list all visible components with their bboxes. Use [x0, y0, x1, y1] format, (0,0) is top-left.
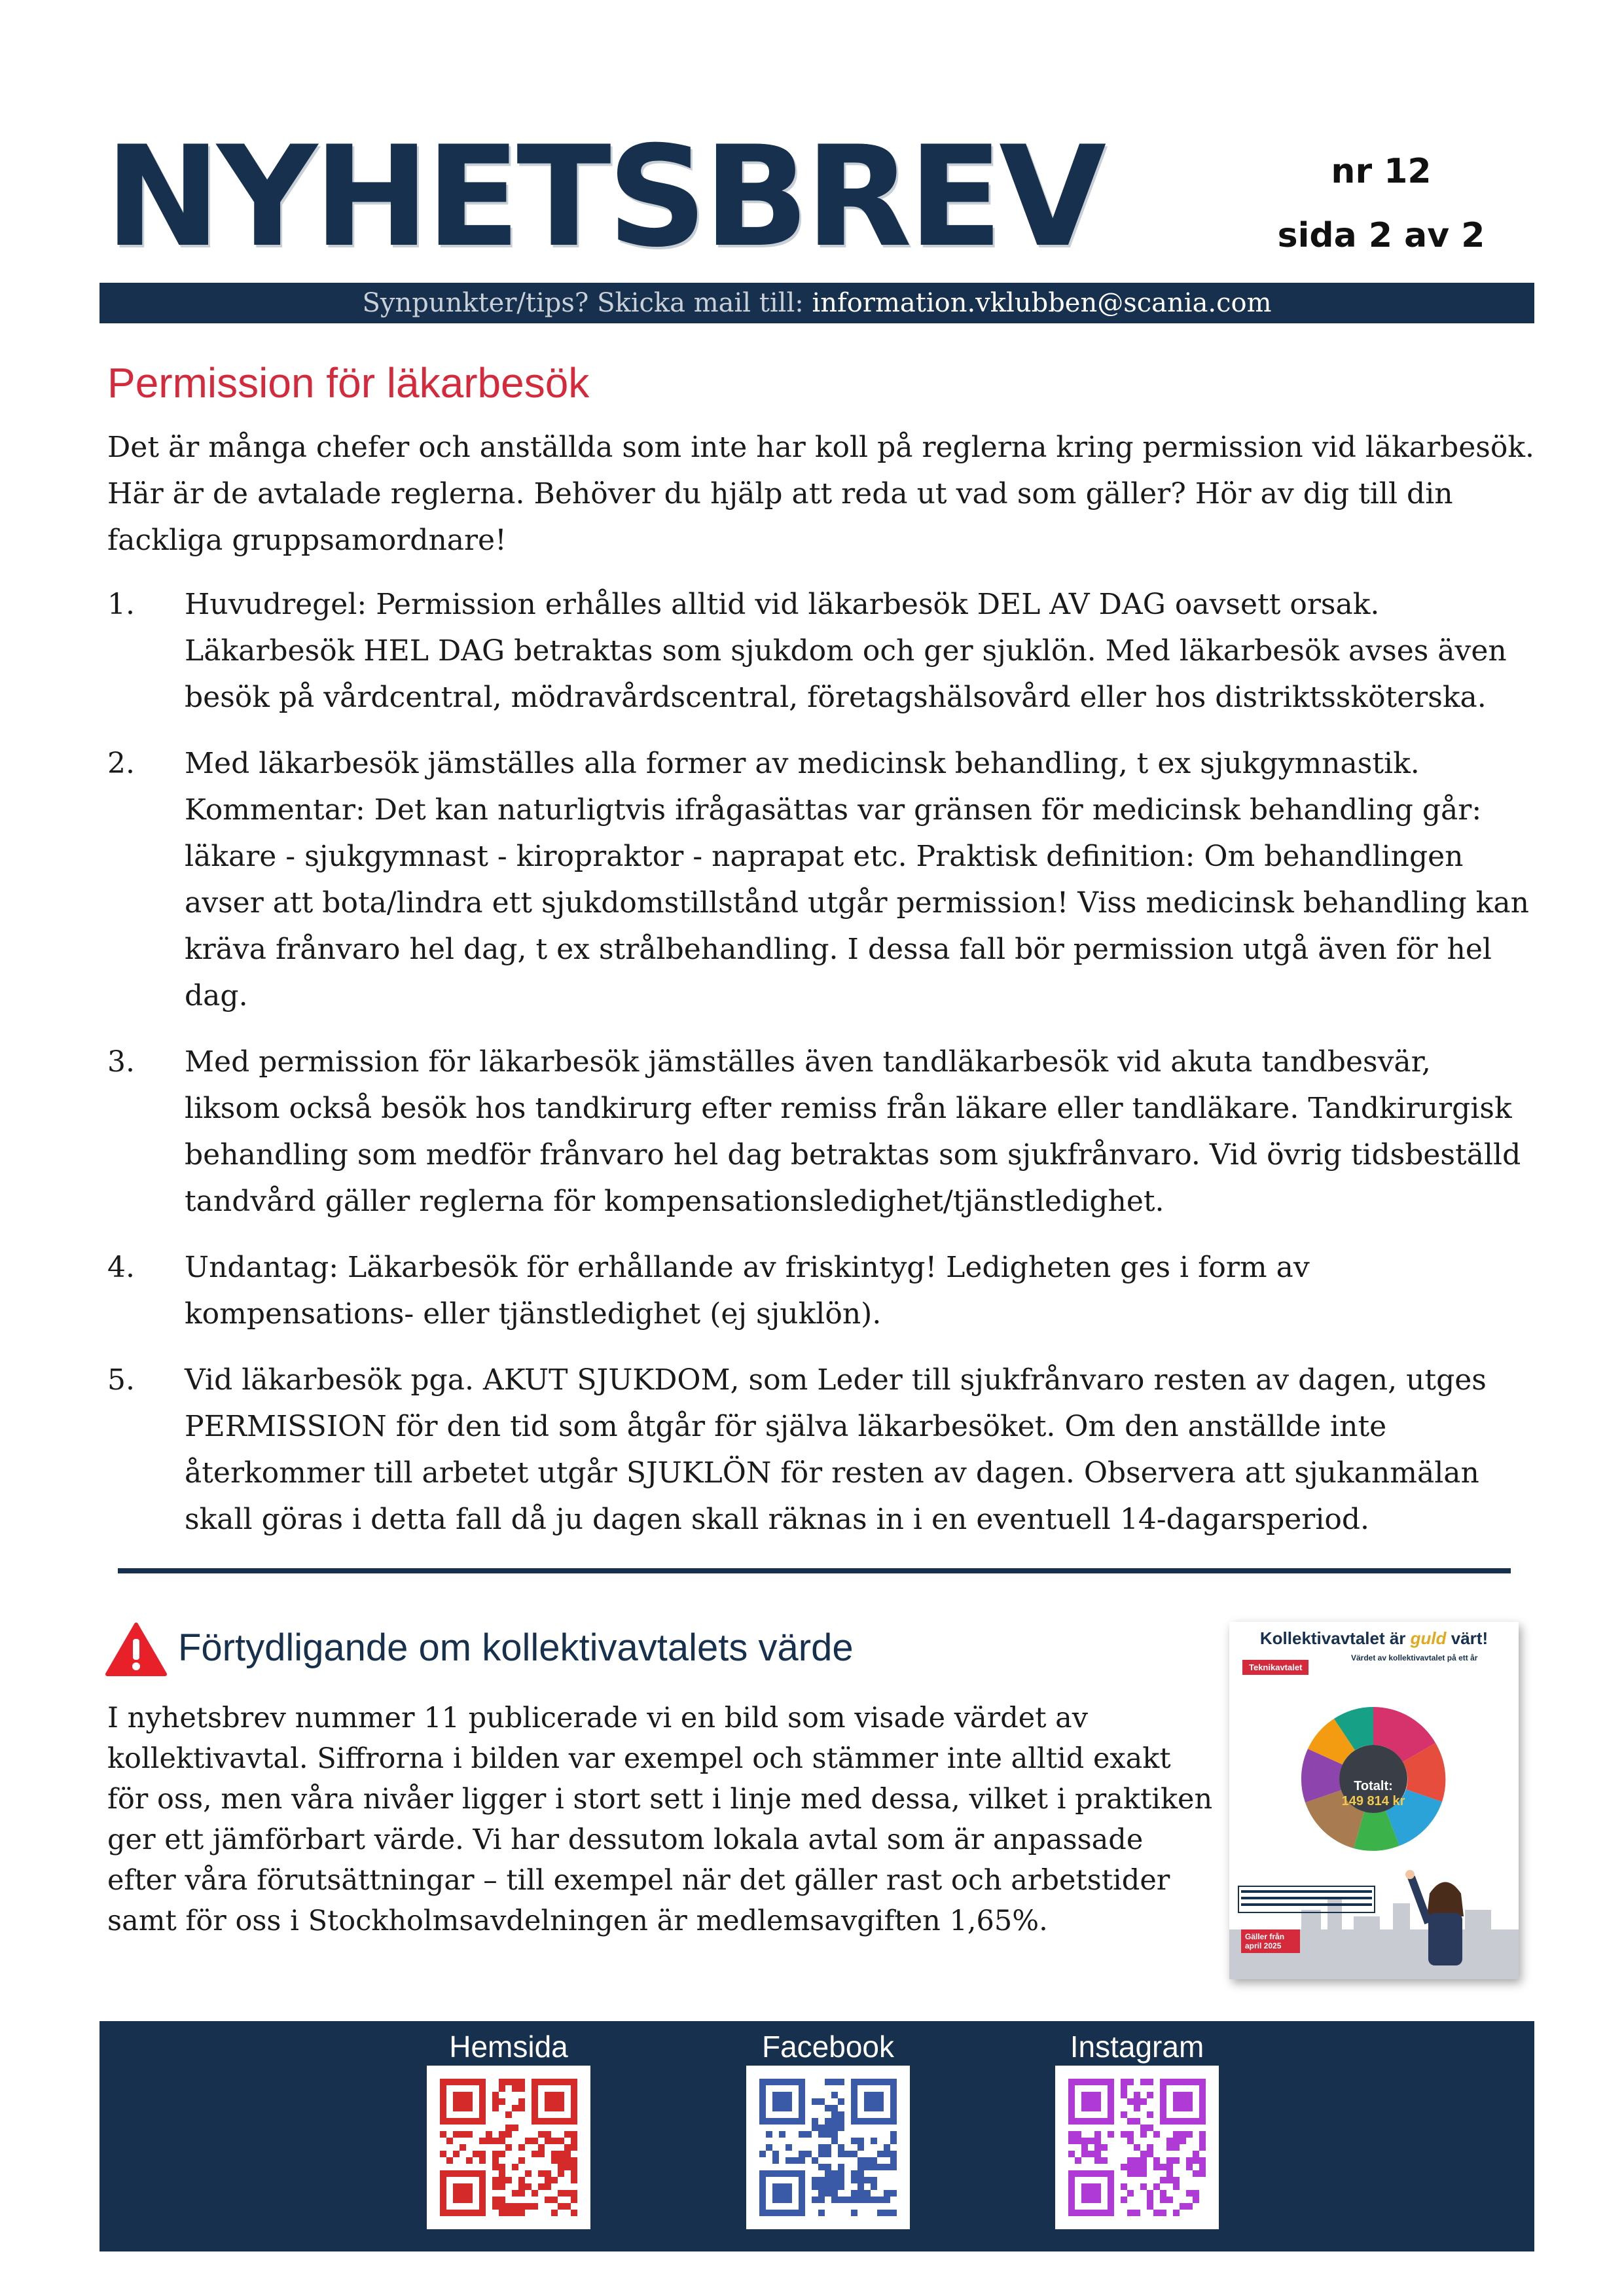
clarification-body: I nyhetsbrev nummer 11 publicerade vi en bild som visade värdet av kollektivavtal. Siffrorna i bilden var exempel och stämmer inte alltid exakt för oss, men våra nivåer ligger i stort sett i linje med dessa, vilket i praktiken ger ett jämförbart värde. Vi har dessutom lokala avtal som är anpassade efter våra förutsättningar – till exempel när det gäller rast och arbetstider samt för oss i Stockholmsavdelningen är medlemsavgiften 1,65%.	[107, 1702, 1213, 1937]
rule-number: 3.	[107, 1045, 135, 1079]
instagram-qr-code[interactable]	[1055, 2066, 1219, 2229]
rule-item	[107, 1357, 1534, 1543]
rule-text: Undantag: Läkarbesök för erhållande av friskintyg! Ledigheten ges i form av kompensations- eller tjänstledighet (ej sjuklön).	[185, 1251, 1310, 1331]
homepage-label: Hemsida	[449, 2030, 568, 2064]
warning-icon	[105, 1622, 168, 1677]
rule-text: Med permission för läkarbesök jämställes även tandläkarbesök vid akuta tandbesvär, liksom också besök hos tandkirurg efter remiss från läkare eller tandläkare. Tandkirurgisk behandling som medför frånvaro hel dag betraktas som sjukfrånvaro. Vid övrig tidsbeställd tandvård gäller reglerna för kompensationsledighet/tjänstledighet.	[185, 1045, 1521, 1218]
rule-text: Huvudregel: Permission erhålles alltid vid läkarbesök DEL AV DAG oavsett orsak. Läkarbesök HEL DAG betraktas som sjukdom och ger sjuklön. Med läkarbesök avses även besök på vårdcentral, mödravårdscentral, företagshälsovård eller hos distriktssköterska.	[185, 588, 1507, 714]
rule-item	[107, 740, 1534, 1019]
rule-text: Vid läkarbesök pga. AKUT SJUKDOM, som Leder till sjukfrånvaro resten av dagen, utges PERMISSION för den tid som åtgår för själva läkarbesöket. Om den anställde inte återkommer till arbetet utgår SJUKLÖN för resten av dagen. Observera att sjukanmälan skall göras i detta fall då ju dagen skall räknas in i en eventuell 14-dagarsperiod.	[185, 1363, 1487, 1536]
issue-number: nr 12	[1331, 152, 1432, 191]
footer-links	[99, 2021, 1534, 2251]
article-intro: Det är många chefer och anställda som inte har koll på reglerna kring permission vid läkarbesök. Här är de avtalade reglerna. Behöver du hjälp att reda ut vad som gäller? Hör av dig till din fackliga gruppsamordnare!	[107, 431, 1534, 557]
rule-item	[107, 1039, 1534, 1225]
infographic-subtitle: Värdet av kollektivavtalet på ett år	[1351, 1653, 1478, 1662]
infographic-tag: Teknikavtalet	[1242, 1660, 1308, 1675]
infographic-total	[1334, 1779, 1413, 1809]
clarification-title: Förtydligande om kollektivavtalets värde	[178, 1626, 854, 1669]
contact-prompt: Synpunkter/tips? Skicka mail till:	[362, 288, 812, 318]
total-value: 149 814 kr	[1341, 1794, 1405, 1808]
instagram-label: Instagram	[1070, 2030, 1204, 2064]
infographic-title-gold: guld	[1410, 1628, 1447, 1648]
instagram-qr-icon	[1068, 2079, 1206, 2216]
infographic-valid-from: Gäller från april 2025	[1241, 1929, 1300, 1953]
contact-bar	[99, 283, 1534, 323]
infographic-title-pre: Kollektivavtalet är	[1259, 1628, 1411, 1648]
homepage-qr-code[interactable]	[427, 2066, 590, 2229]
rule-item	[107, 1244, 1534, 1337]
rules-list	[107, 581, 1534, 1562]
facebook-label: Facebook	[761, 2030, 894, 2064]
rule-number: 5.	[107, 1363, 135, 1397]
homepage-qr-icon	[440, 2079, 577, 2216]
rule-number: 2.	[107, 747, 135, 780]
facebook-qr-code[interactable]	[746, 2066, 910, 2229]
rule-text: Med läkarbesök jämställes alla former av medicinsk behandling, t ex sjukgymnastik. Kommentar: Det kan naturligtvis ifrågasättas var gränsen för medicinsk behandling går: läkare - sjukgymnast - kiropraktor - naprapat etc. Praktisk definition: Om behandlingen avser att bota/lindra ett sjukdomstillstånd utgår permission! Viss medicinsk behandling kan kräva frånvaro hel dag, t ex strålbehandling. I dessa fall bör permission utgå även för hel dag.	[185, 747, 1529, 1013]
rule-number: 4.	[107, 1251, 135, 1284]
total-label: Totalt:	[1354, 1779, 1393, 1793]
rule-item	[107, 581, 1534, 721]
infographic-title-post: värt!	[1446, 1628, 1489, 1648]
article-title: Permission för läkarbesök	[107, 359, 590, 406]
infographic-title	[1229, 1628, 1519, 1649]
section-divider	[118, 1568, 1511, 1573]
facebook-qr-icon	[759, 2079, 897, 2216]
contact-email-link[interactable]: information.vklubben@scania.com	[812, 288, 1272, 318]
page-indicator: sida 2 av 2	[1277, 216, 1485, 255]
rule-number: 1.	[107, 588, 135, 621]
newsletter-title: NYHETSBREV	[105, 116, 1103, 278]
collective-agreement-infographic	[1229, 1622, 1519, 1979]
